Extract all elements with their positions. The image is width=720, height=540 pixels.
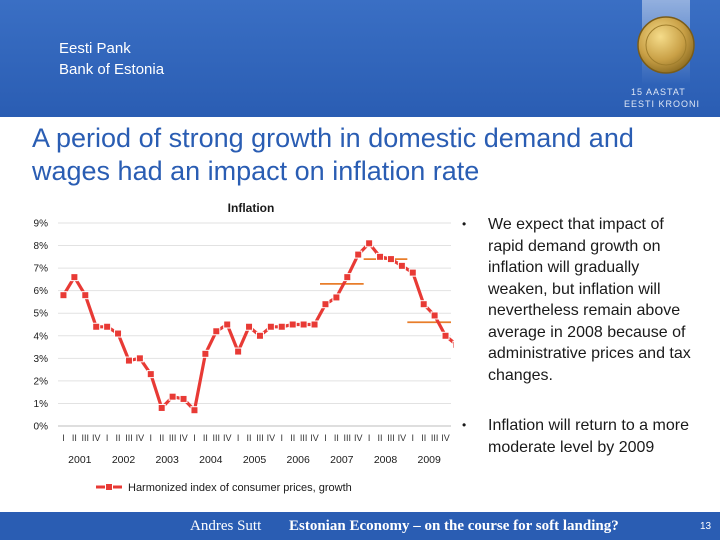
data-point xyxy=(420,301,427,308)
x-quarter-label: II xyxy=(202,433,208,443)
data-point xyxy=(115,330,122,337)
x-quarter-label: III xyxy=(387,433,395,443)
data-point xyxy=(202,350,209,357)
x-quarter-label: I xyxy=(193,433,196,443)
data-point xyxy=(355,251,362,258)
data-point xyxy=(71,274,78,281)
chart-title: Inflation xyxy=(227,201,275,215)
bullet-list xyxy=(462,214,702,458)
x-year-label: 2005 xyxy=(242,454,267,466)
x-quarter-label: IV xyxy=(397,433,407,443)
x-quarter-label: I xyxy=(236,433,240,443)
data-point xyxy=(147,371,154,378)
x-year-label: 2007 xyxy=(330,454,354,466)
x-year-label: 2002 xyxy=(111,454,136,466)
data-point xyxy=(224,321,231,328)
legend-swatch-marker xyxy=(106,484,113,491)
data-point xyxy=(246,323,253,330)
x-quarter-label: IV xyxy=(179,433,188,443)
data-point xyxy=(333,294,340,301)
data-point xyxy=(213,328,220,335)
data-point xyxy=(60,292,67,299)
y-tick-label: 7% xyxy=(33,263,48,275)
bullet-text: We expect that impact of rapid demand growth on inflation will gradually weaken, but inflation will nevertheless remain above average in 2008 because of administrative prices and tax changes. xyxy=(488,216,691,384)
x-quarter-label: I xyxy=(149,433,153,443)
data-point xyxy=(453,341,454,348)
x-quarter-label: II xyxy=(333,433,339,443)
data-point xyxy=(409,269,416,276)
x-quarter-label: III xyxy=(168,433,177,443)
data-point xyxy=(180,395,187,402)
data-point xyxy=(93,323,100,330)
x-quarter-label: I xyxy=(62,433,65,443)
data-point xyxy=(169,393,176,400)
data-point xyxy=(300,321,307,328)
x-year-label: 2001 xyxy=(68,454,92,466)
x-quarter-label: III xyxy=(430,433,439,443)
x-quarter-label: II xyxy=(246,433,252,443)
data-point xyxy=(377,253,384,260)
x-quarter-label: III xyxy=(212,433,221,443)
data-point xyxy=(125,357,132,364)
inflation-chart xyxy=(14,198,454,500)
x-quarter-label: IV xyxy=(441,433,450,443)
x-year-label: 2006 xyxy=(286,454,310,466)
footer-author: Andres Sutt xyxy=(190,518,262,534)
x-year-label: 2003 xyxy=(155,454,179,466)
data-point xyxy=(398,262,405,269)
legend-label: Harmonized index of consumer prices, growth xyxy=(128,482,352,494)
x-quarter-label: III xyxy=(343,433,352,443)
y-tick-label: 0% xyxy=(33,421,48,433)
x-quarter-label: III xyxy=(81,433,90,443)
bullet-dot-icon: • xyxy=(462,217,467,231)
bullet-item xyxy=(462,415,702,458)
y-tick-label: 3% xyxy=(33,353,48,365)
data-point xyxy=(235,348,242,355)
bullet-dot-icon: • xyxy=(462,418,467,432)
x-quarter-label: I xyxy=(105,433,109,443)
x-year-label: 2008 xyxy=(373,454,398,466)
x-quarter-label: IV xyxy=(91,433,101,443)
x-quarter-label: I xyxy=(280,433,284,443)
slide-title: A period of strong growth in domestic demand and wages had an impact on inflation rate xyxy=(32,123,634,186)
x-year-label: 2009 xyxy=(417,454,441,466)
x-quarter-label: I xyxy=(324,433,327,443)
data-point xyxy=(267,323,274,330)
coin-caption-kroon: EESTI KROONI xyxy=(624,99,701,109)
x-quarter-label: II xyxy=(115,433,121,443)
data-point xyxy=(191,407,198,414)
x-quarter-label: IV xyxy=(266,433,276,443)
data-point xyxy=(322,301,329,308)
y-tick-label: 2% xyxy=(33,376,48,388)
x-quarter-label: IV xyxy=(353,433,363,443)
data-point xyxy=(82,292,89,299)
x-quarter-label: IV xyxy=(310,433,319,443)
x-quarter-label: III xyxy=(299,433,308,443)
y-tick-label: 6% xyxy=(33,286,48,298)
x-quarter-label: IV xyxy=(222,433,232,443)
data-point xyxy=(344,274,351,281)
x-quarter-label: IV xyxy=(135,433,145,443)
footer-topic: Estonian Economy – on the course for soft landing? xyxy=(289,518,619,534)
org-name-english: Bank of Estonia xyxy=(59,61,165,78)
x-quarter-label: II xyxy=(421,433,427,443)
coin-caption-years: 15 AASTAT xyxy=(631,87,686,97)
data-point xyxy=(278,323,285,330)
bullet-item xyxy=(462,214,702,386)
x-quarter-label: III xyxy=(256,433,264,443)
x-quarter-label: II xyxy=(71,433,77,443)
y-tick-label: 4% xyxy=(33,331,48,343)
x-quarter-label: II xyxy=(159,433,165,443)
x-year-label: 2004 xyxy=(199,454,223,466)
x-quarter-label: I xyxy=(411,433,415,443)
data-point xyxy=(136,355,143,362)
data-point xyxy=(104,323,111,330)
x-quarter-label: III xyxy=(125,433,133,443)
data-point xyxy=(311,321,318,328)
org-name-estonian: Eesti Pank xyxy=(59,40,131,57)
y-tick-label: 1% xyxy=(33,398,48,410)
data-point xyxy=(158,404,165,411)
page-number: 13 xyxy=(700,521,712,532)
x-quarter-label: II xyxy=(290,433,296,443)
y-tick-label: 9% xyxy=(33,218,48,230)
y-tick-label: 5% xyxy=(33,308,48,320)
y-tick-label: 8% xyxy=(33,241,48,253)
data-point xyxy=(366,240,373,247)
data-point xyxy=(431,312,438,319)
data-point xyxy=(442,332,449,339)
bullet-text: Inflation will return to a more moderate level by 2009 xyxy=(488,417,689,456)
x-quarter-label: II xyxy=(377,433,383,443)
data-point xyxy=(256,332,263,339)
x-quarter-label: I xyxy=(367,433,371,443)
data-point xyxy=(289,321,296,328)
data-point xyxy=(387,256,394,263)
